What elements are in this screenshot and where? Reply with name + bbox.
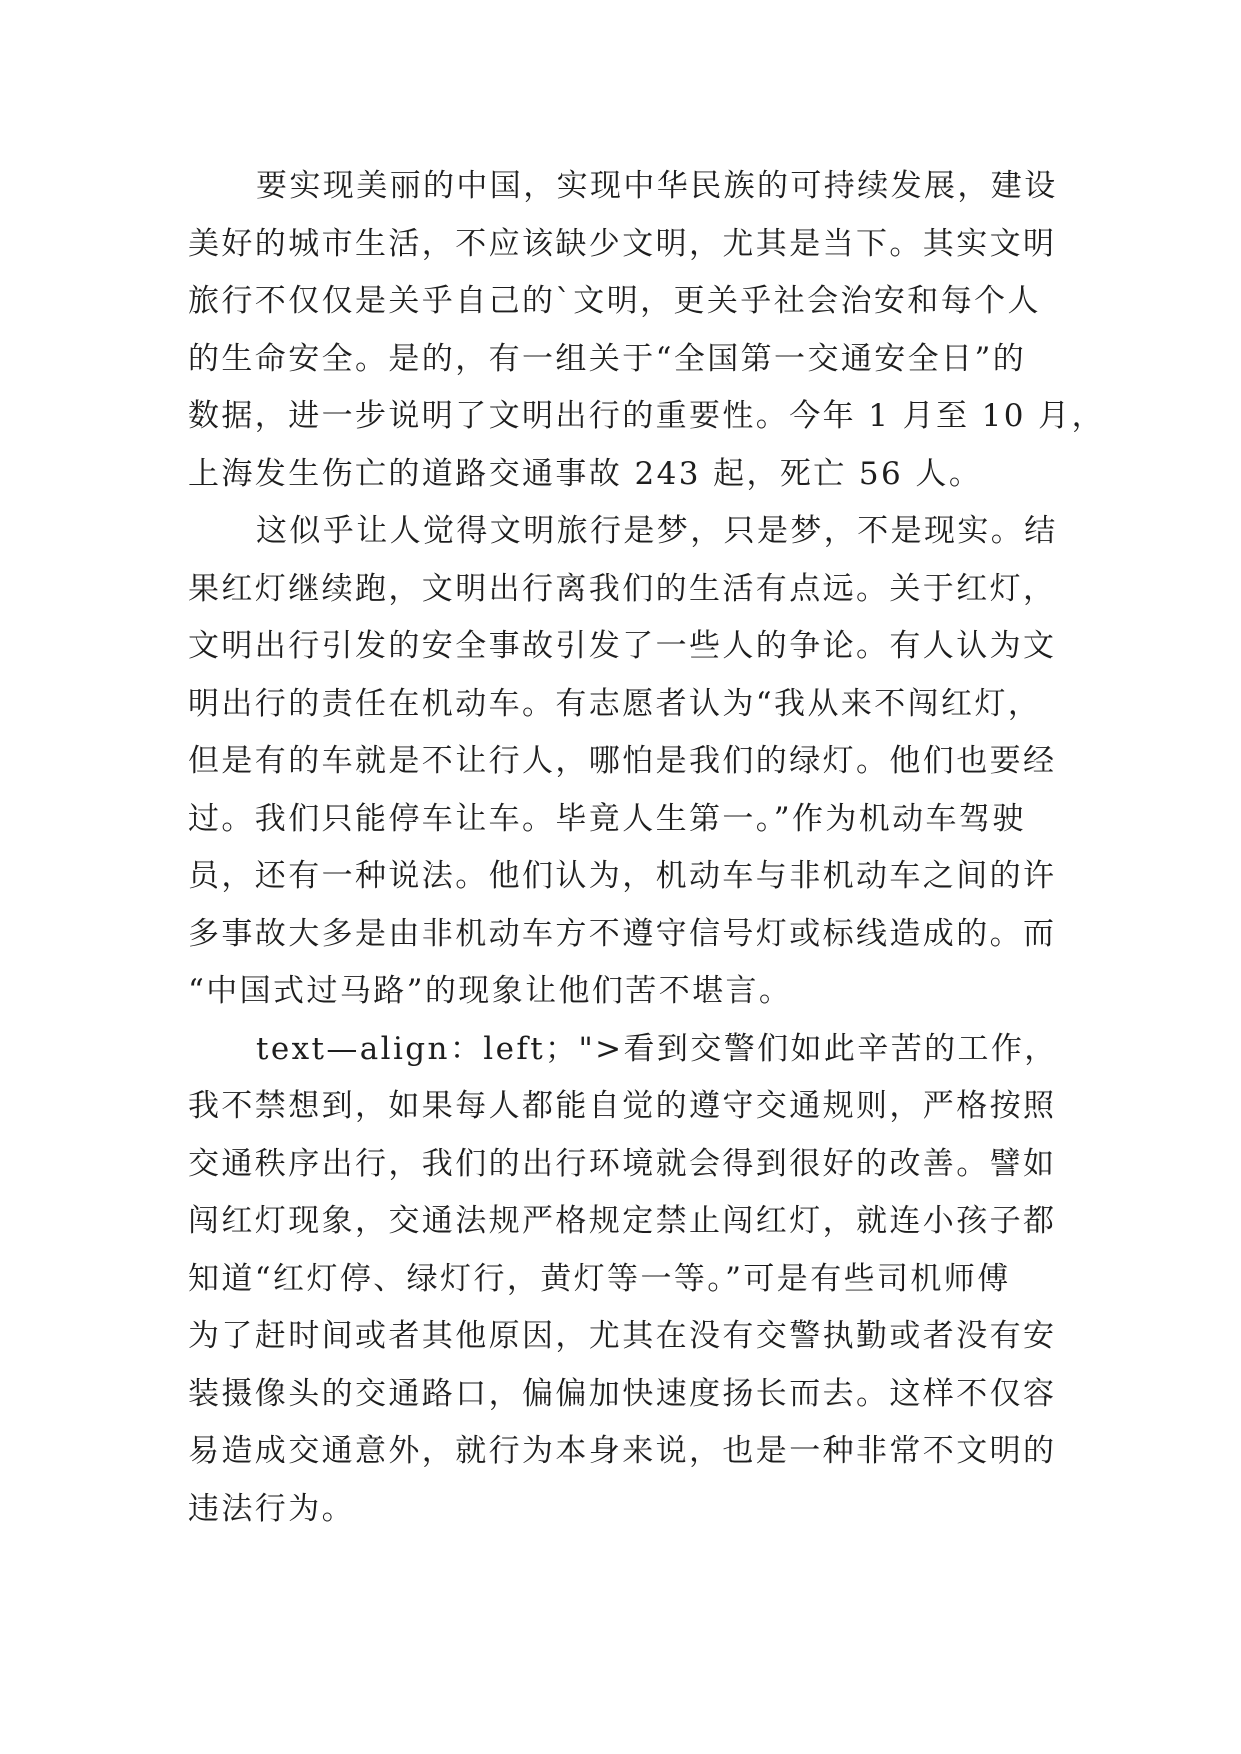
paragraph-line: 的生命安全。是的，有一组关于“全国第一交通安全日”的 — [188, 340, 1027, 377]
paragraph-line: “中国式过马路”的现象让他们苦不堪言。 — [188, 973, 793, 1009]
paragraph-line: 美好的城市生活，不应该缺少文明，尤其是当下。其实文明 — [188, 225, 1057, 262]
paragraph-line: 员，还有一种说法。他们认为，机动车与非机动车之间的许 — [188, 858, 1057, 894]
paragraph-1 — [188, 158, 1105, 503]
paragraph-line: 知道“红灯停、绿灯行，黄灯等一等。”可是有些司机师傅 — [188, 1260, 1011, 1297]
paragraph-line: 文明出行引发的安全事故引发了一些人的争论。有人认为文 — [188, 628, 1057, 664]
paragraph-line: 上海发生伤亡的道路交通事故 243 起，死亡 56 人。 — [188, 455, 983, 492]
paragraph-line: 要实现美丽的中国，实现中华民族的可持续发展，建设 — [256, 168, 1058, 204]
paragraph-line: 我不禁想到，如果每人都能自觉的遵守交通规则，严格按照 — [188, 1088, 1057, 1124]
paragraph-line: 为了赶时间或者其他原因，尤其在没有交警执勤或者没有安 — [188, 1318, 1057, 1354]
paragraph-line: 易造成交通意外，就行为本身来说，也是一种非常不文明的 — [188, 1433, 1057, 1469]
paragraph-line: 装摄像头的交通路口，偏偏加快速度扬长而去。这样不仅容 — [188, 1375, 1057, 1412]
paragraph-line: 交通秩序出行，我们的出行环境就会得到很好的改善。譬如 — [188, 1145, 1057, 1182]
paragraph-line: text—align：left；">看到交警们如此辛苦的工作， — [256, 1030, 1058, 1067]
paragraph-line: 过。我们只能停车让车。毕竟人生第一。”作为机动车驾驶 — [188, 800, 1026, 837]
paragraph-line: 数据，进一步说明了文明出行的重要性。今年 1 月至 10 月， — [188, 398, 1105, 434]
paragraph-line: 但是有的车就是不让行人，哪怕是我们的绿灯。他们也要经 — [188, 743, 1057, 779]
paragraph-line: 多事故大多是由非机动车方不遵守信号灯或标线造成的。而 — [188, 915, 1057, 952]
paragraph-2 — [188, 503, 1068, 1021]
paragraph-line: 旅行不仅仅是关乎自己的`文明，更关乎社会治安和每个人 — [188, 283, 1041, 319]
paragraph-line: 明出行的责任在机动车。有志愿者认为“我从来不闯红灯， — [188, 685, 1042, 722]
document-body — [188, 158, 1105, 1538]
paragraph-line: 果红灯继续跑，文明出行离我们的生活有点远。关于红灯， — [188, 570, 1057, 607]
paragraph-line: 闯红灯现象，交通法规严格规定禁止闯红灯，就连小孩子都 — [188, 1203, 1057, 1239]
paragraph-line: 这似乎让人觉得文明旅行是梦，只是梦，不是现实。结 — [256, 513, 1058, 549]
paragraph-line: 违法行为。 — [188, 1490, 355, 1527]
paragraph-3 — [188, 1021, 1068, 1539]
